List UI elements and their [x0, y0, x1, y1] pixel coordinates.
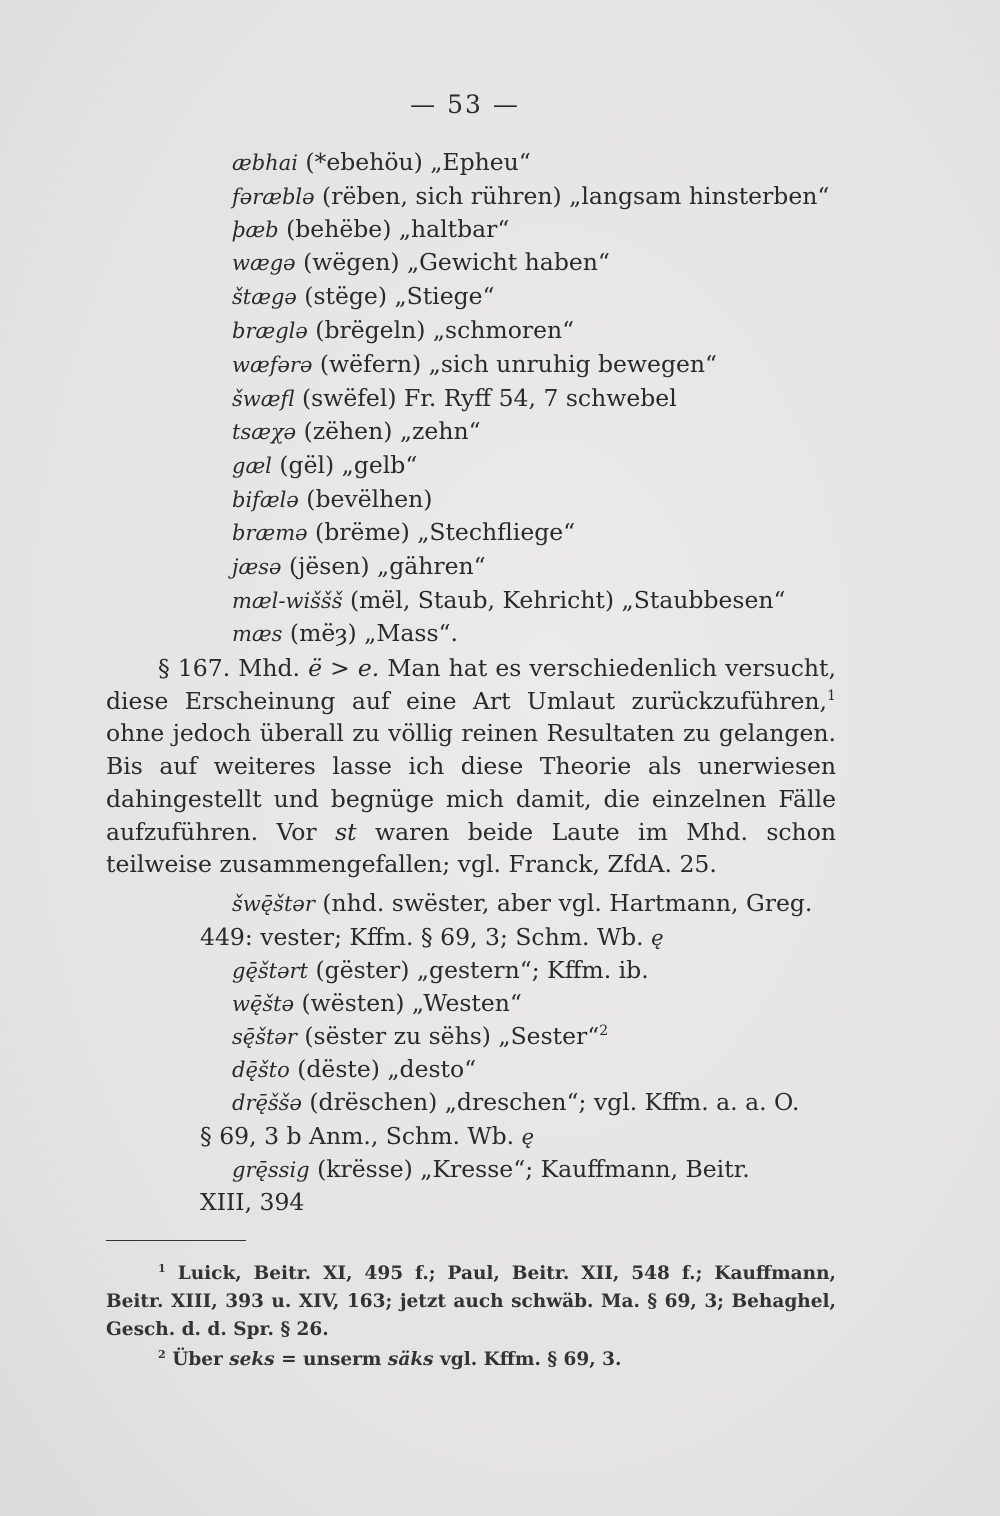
- entry-gloss: (nhd. swëster, aber vgl. Hartmann, Greg.: [314, 889, 813, 917]
- word-entry: [232, 584, 786, 617]
- word-entry: [232, 280, 495, 313]
- word-entry: [232, 382, 677, 415]
- entry-word: fəræblə: [232, 185, 315, 209]
- entry-gloss: (wëgen) „Gewicht haben“: [295, 248, 610, 276]
- entry-gloss: (rëben, sich rühren) „langsam hinsterben“: [314, 182, 830, 210]
- entry-word: gę̄štərt: [232, 959, 308, 983]
- footnote-1: $^1$ Luick, Beitr. XI, 495 f.; Paul, Beitr. XII, 548 f.; Kauffmann, Beitr. XIII, 393 u. XIV, 163; jetzt auch schwäb. Ma. § 69, 3; Behaghel, Gesch. d. d. Spr. § 26.: [106, 1261, 836, 1340]
- word-entry: [232, 617, 458, 650]
- entry-gloss: (zëhen) „zehn“: [296, 417, 481, 445]
- entry-word: štægə: [232, 285, 297, 309]
- entry-gloss: (bevëlhen): [298, 485, 433, 513]
- entry-gloss: (brëme) „Stechfliege“: [307, 518, 576, 546]
- entry-word: jæsə: [232, 555, 282, 579]
- word-entry: [232, 146, 531, 179]
- entry-gloss: (mëȝ) „Mass“.: [282, 619, 459, 647]
- entry-word: mæl-wiššš: [232, 589, 343, 613]
- word-entry: [232, 550, 486, 583]
- word-entry: [232, 348, 717, 381]
- footnote-ref: 2: [599, 1023, 609, 1040]
- entry-word: dę̄što: [232, 1058, 290, 1082]
- entry-gloss: (behëbe) „haltbar“: [278, 215, 510, 243]
- word-entry: [232, 1053, 476, 1086]
- word-entry: [232, 954, 649, 987]
- entry-word: mæs: [232, 622, 283, 646]
- entry-word: bifælə: [232, 488, 299, 512]
- entry-word: gæl: [232, 454, 272, 478]
- entry-gloss: (gëster) „gestern“; Kffm. ib.: [308, 956, 649, 984]
- footnote-2: $^2$ Über seks = unserm säks vgl. Kffm. § 69, 3.: [158, 1347, 622, 1370]
- entry-gloss: (*ebehöu) „Epheu“: [297, 148, 531, 176]
- entry-word: æbhai: [232, 151, 298, 175]
- entry-word: wæfərə: [232, 353, 313, 377]
- entry-gloss: (wësten) „Westen“: [294, 989, 522, 1017]
- entry-word: bræglə: [232, 319, 308, 343]
- word-entry: [232, 180, 829, 213]
- entry-gloss: (jësen) „gähren“: [281, 552, 486, 580]
- word-entry: [232, 987, 522, 1020]
- entry-word: þæb: [232, 218, 279, 242]
- entry-gloss: (stëge) „Stiege“: [296, 282, 495, 310]
- entry-word: sę̄štər: [232, 1025, 297, 1049]
- entry-gloss: (dëste) „desto“: [289, 1055, 477, 1083]
- section-number: § 167.: [158, 654, 231, 682]
- word-entry: [232, 1153, 750, 1186]
- entry-word: bræmə: [232, 521, 308, 545]
- footnote-ref: 1: [827, 687, 836, 704]
- entry-gloss: (gël) „gelb“: [271, 451, 418, 479]
- word-entry: [232, 314, 574, 347]
- entry-continuation: § 69, 3 b Anm., Schm. Wb. ę: [200, 1122, 534, 1150]
- entry-word: grę̄ssig: [232, 1158, 310, 1182]
- word-entry: [232, 213, 509, 246]
- entry-word: šwæfl: [232, 387, 295, 411]
- word-entry: [232, 516, 575, 549]
- footnote-divider: [106, 1240, 246, 1241]
- entry-gloss: (swëfel) Fr. Ryff 54, 7 schwebel: [294, 384, 677, 412]
- word-entry: [232, 1086, 799, 1119]
- entry-word: šwę̄štər: [232, 892, 315, 916]
- word-entry: [232, 483, 432, 516]
- section-paragraph: § 167. Mhd. ë > e. Man hat es verschiedenlich versucht, diese Erscheinung auf eine Art Umlaut zurückzuführen,$^1$ ohne jedoch überall zu völlig reinen Resultaten zu gelangen. Bis auf weiteres lasse ich diese Theorie als unerwiesen dahingestellt und begnüge mich damit, die einzelnen Fälle aufzuführen. Vor st waren beide Laute im Mhd. schon teilweise zusammengefallen; vgl. Franck, ZfdA. 25.: [106, 654, 836, 879]
- entry-word: drę̄ššə: [232, 1091, 302, 1115]
- entry-gloss: (wëfern) „sich unruhig bewegen“: [312, 350, 718, 378]
- entry-word: wægə: [232, 251, 296, 275]
- paragraph-text: Man hat es verschiedenlich versucht, diese Erscheinung auf eine Art Umlaut zurückzuführen,: [106, 654, 836, 715]
- word-entry: [232, 415, 481, 448]
- entry-gloss: (brëgeln) „schmoren“: [307, 316, 575, 344]
- entry-gloss: (krësse) „Kresse“; Kauffmann, Beitr.: [309, 1155, 750, 1183]
- entry-continuation: 449: vester; Kffm. § 69, 3; Schm. Wb. ę: [200, 923, 664, 951]
- entry-gloss: (drëschen) „dreschen“; vgl. Kffm. a. a. O.: [301, 1088, 800, 1116]
- word-entry: [232, 1020, 608, 1053]
- entry-word: wę̄štə: [232, 992, 295, 1016]
- entry-word: tsæχə: [232, 420, 297, 444]
- page-number: — 53 —: [410, 90, 520, 119]
- entry-gloss: (sëster zu sëhs) „Sester“: [296, 1022, 600, 1050]
- word-entry: [232, 246, 610, 279]
- word-entry: [232, 887, 812, 920]
- entry-gloss: (mël, Staub, Kehricht) „Staubbesen“: [342, 586, 786, 614]
- entry-continuation: XIII, 394: [200, 1188, 305, 1216]
- word-entry: [232, 449, 417, 482]
